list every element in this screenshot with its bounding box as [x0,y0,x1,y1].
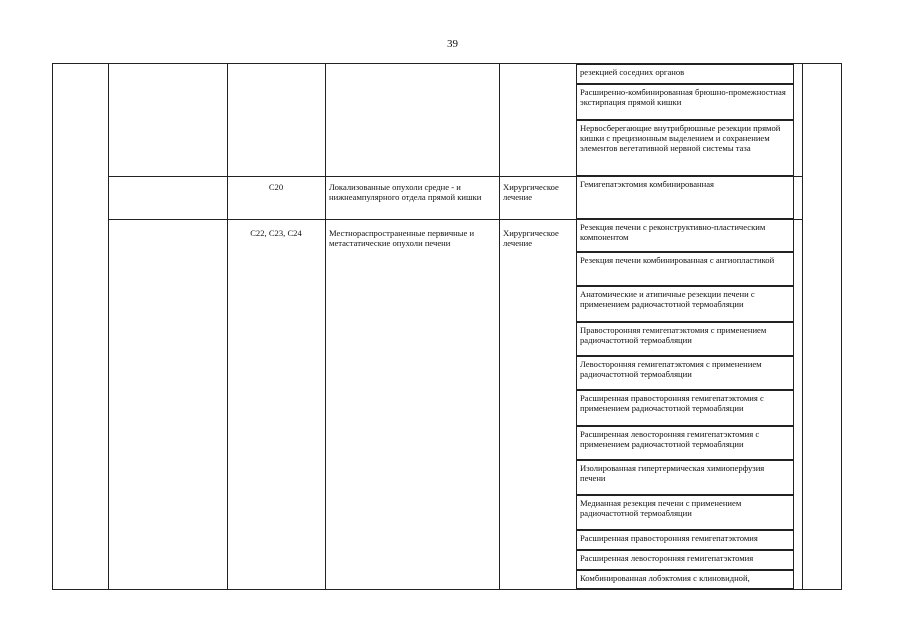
procedure-item: Нервосберегающие внутрибрюшные резекции прямой кишки с прецизионным выделением и сохранением элементов вегетативной нервной системы таза [576,120,794,176]
procedure-item: Медианная резекция печени с применением радиочастотной термоабляции [576,495,794,530]
column-divider [108,64,109,589]
procedure-item: Резекция печени комбинированная с ангиопластикой [576,252,794,286]
procedure-item: Расширенная правосторонняя гемигепатэктомия с применением радиочастотной термоабляции [576,390,794,426]
column-divider [499,64,500,589]
procedure-item: Комбинированная лобэктомия с клиновидной, [576,570,794,589]
procedure-item: Расширенная правосторонняя гемигепатэктомия [576,530,794,550]
procedure-item: Расширенная левосторонняя гемигепатэктомия с применением радиочастотной термоабляции [576,426,794,460]
procedure-item: Анатомические и атипичные резекции печени с применением радиочастотной термоабляции [576,286,794,322]
procedure-item: Правосторонняя гемигепатэктомия с применением радиочастотной термоабляции [576,322,794,356]
column-divider [227,64,228,589]
procedure-item: резекцией соседних органов [576,64,794,84]
column-divider [325,64,326,589]
procedure-item: Изолированная гипертермическая химиоперфузия печени [576,460,794,495]
procedure-item: Левосторонняя гемигепатэктомия с применением радиочастотной термоабляции [576,356,794,390]
page-number: 39 [447,38,458,50]
diagnosis-code: C20 [268,182,284,192]
procedure-item: Гемигепатэктомия комбинированная [576,176,794,219]
procedure-item: Резекция печени с реконструктивно-пластическим компонентом [576,219,794,252]
procedure-item: Расширенно-комбинированная брюшно-промежностная экстирпация прямой кишки [576,84,794,120]
procedures-table [52,63,842,590]
diagnosis-code: C22, C23, C24 [250,228,302,238]
treatment-type: Хирургическое лечение [503,228,559,248]
diagnosis-description: Локализованные опухоли средне - и нижнеампулярного отдела прямой кишки [329,182,482,202]
diagnosis-description: Местнораспространенные первичные и метастатические опухоли печени [329,228,475,248]
treatment-type: Хирургическое лечение [503,182,559,202]
column-divider [802,64,803,589]
procedure-item: Расширенная левосторонняя гемигепатэктомия [576,550,794,570]
